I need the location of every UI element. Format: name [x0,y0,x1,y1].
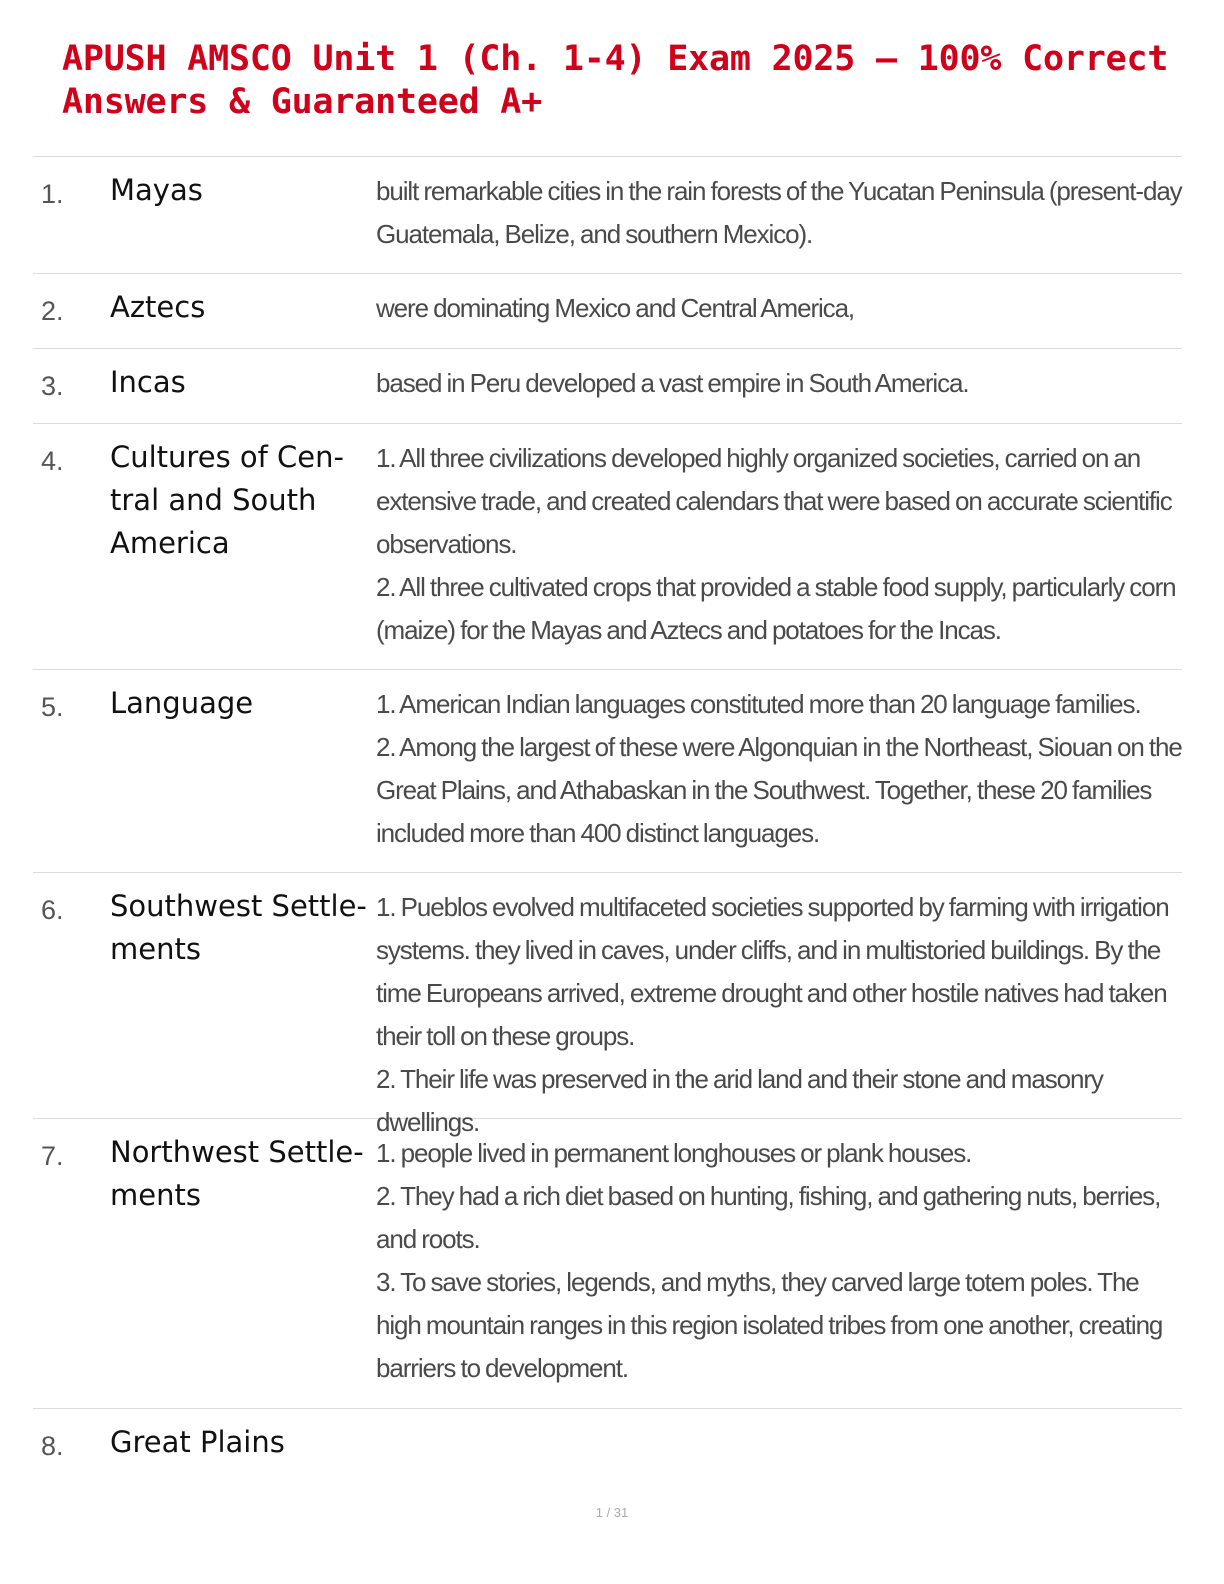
row-number: 7. [41,1141,64,1171]
term-definition [376,349,1182,423]
term-row [33,157,1182,274]
term-definition [376,1119,1182,1408]
term-row [33,670,1182,873]
row-number: 6. [41,895,64,925]
term-row [33,424,1182,670]
definition-paragraph: 1. people lived in permanent longhouses or plank houses. [376,1138,972,1168]
term-definition [376,1409,1182,1468]
row-number: 4. [41,446,64,476]
definition-paragraph: 1. Pueblos evolved multifaceted societies supported by farming with irrigation systems. they lived in caves, under cliffs, and in multistoried buildings. By the time Europeans arrived, extreme drought and other hostile natives had taken their toll on these groups. [376,892,1169,1051]
term-label: Great Plains [110,1425,285,1459]
term-label: Northwest Settle-ments [110,1135,364,1212]
term-label: Incas [110,365,186,399]
term-definition [376,424,1182,669]
definition-paragraph: 1. American Indian languages constituted more than 20 language families. [376,689,1141,719]
page-title: APUSH AMSCO Unit 1 (Ch. 1-4) Exam 2025 – 100% Correct Answers & Guaranteed A+ [62,39,1169,122]
term-table [33,156,1182,1468]
row-number: 3. [41,371,64,401]
definition-paragraph: built remarkable cities in the rain forests of the Yucatan Peninsula (present-day Guatemala, Belize, and southern Mexico). [376,176,1182,249]
term-definition [376,670,1182,872]
term-definition [376,157,1182,273]
definition-paragraph: 2. All three cultivated crops that provided a stable food supply, particularly corn (maize) for the Mayas and Aztecs and potatoes for the Incas. [376,572,1176,645]
definition-paragraph: 3. To save stories, legends, and myths, they carved large totem poles. The high mountain ranges in this region isolated tribes from one another, creating barriers to development. [376,1267,1163,1383]
term-definition [376,873,1182,1137]
term-row [33,274,1182,349]
row-number: 2. [41,296,64,326]
term-row [33,349,1182,424]
definition-paragraph: 2. They had a rich diet based on hunting, fishing, and gathering nuts, berries, and roots. [376,1181,1161,1254]
term-label: Cultures of Cen-tral and South America [110,440,344,560]
row-number: 5. [41,692,64,722]
definition-paragraph: 2. Their life was preserved in the arid land and their stone and masonry dwellings. [376,1064,1103,1137]
term-definition [376,274,1182,348]
row-number: 8. [41,1431,64,1461]
term-row [33,873,1182,1137]
page-number: 1 / 31 [595,1505,629,1520]
term-label: Language [110,686,254,720]
definition-paragraph: 2. Among the largest of these were Algonquian in the Northeast, Siouan on the Great Plains, and Athabaskan in the Southwest. Together, these 20 families included more than 400 distinct languages. [376,732,1182,848]
definition-paragraph: were dominating Mexico and Central America, [376,293,855,323]
term-label: Aztecs [110,290,206,324]
definition-paragraph: 1. All three civilizations developed highly organized societies, carried on an extensive trade, and created calendars that were based on accurate scientific observations. [376,443,1172,559]
definition-paragraph: based in Peru developed a vast empire in South America. [376,368,969,398]
row-number: 1. [41,179,64,209]
term-label: Mayas [110,173,203,207]
term-label: Southwest Settle-ments [110,889,367,966]
term-row [33,1409,1182,1468]
term-row [33,1119,1182,1409]
